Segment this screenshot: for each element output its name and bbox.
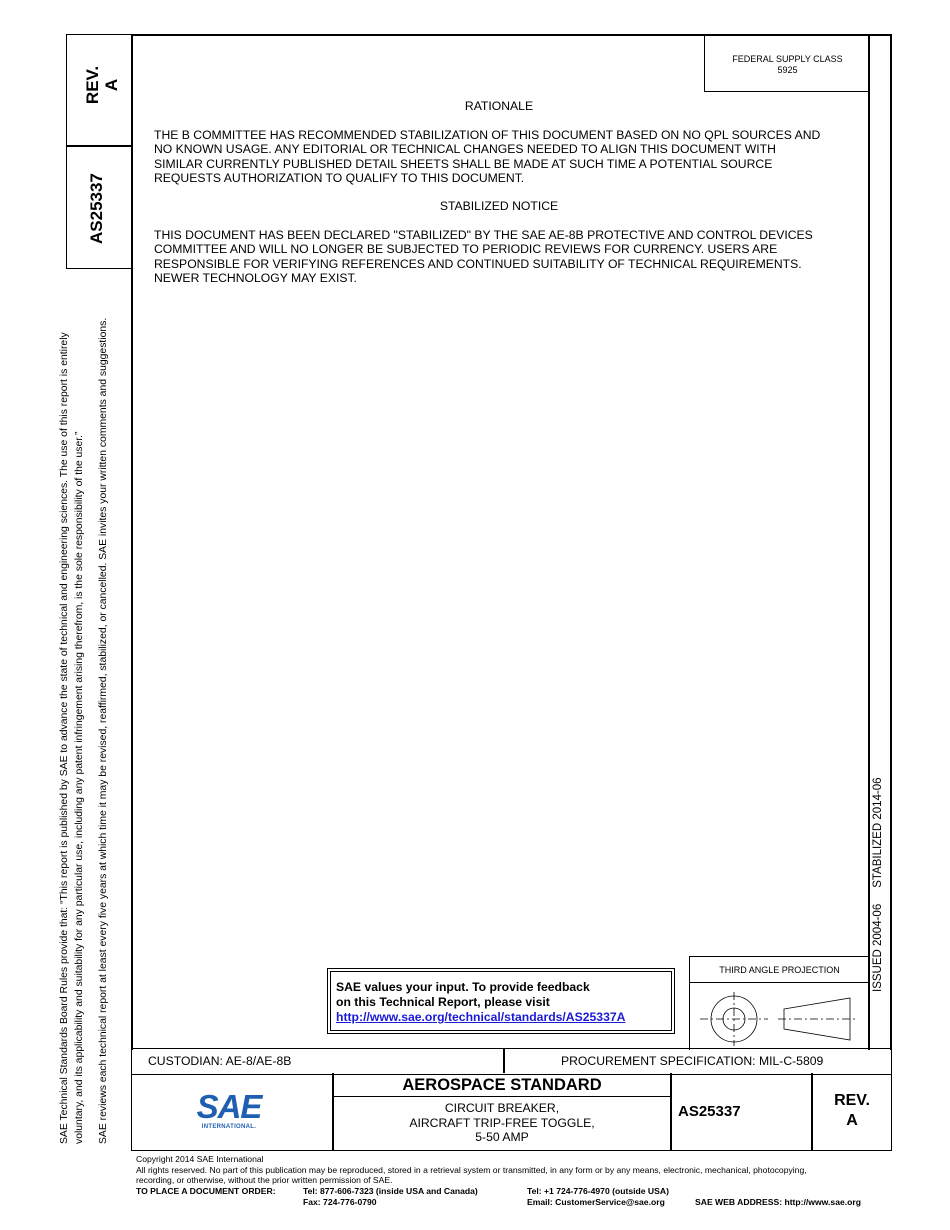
rev-label: REV.: [834, 1092, 870, 1109]
supply-class-box: [704, 34, 870, 92]
procurement-cell: PROCUREMENT SPECIFICATION: MIL-C-5809: [561, 1054, 824, 1068]
rev-tab-label: REV.: [83, 65, 102, 105]
rationale-line: REQUESTS AUTHORIZATION TO QUALIFY TO THIS DOCUMENT.: [154, 171, 525, 186]
rationale-line: THE B COMMITTEE HAS RECOMMENDED STABILIZATION OF THIS DOCUMENT BASED ON NO QPL SOURCES AND: [154, 128, 821, 142]
copyright: Copyright 2014 SAE International: [136, 1154, 264, 1164]
footer: [136, 1154, 916, 1186]
right-margin-line-outer: [890, 34, 892, 1050]
sae-logo: [194, 1090, 264, 1134]
feedback-line-2: on this Technical Report, please visit: [336, 995, 550, 1009]
custodian-cell: CUSTODIAN: AE-8/AE-8B: [148, 1054, 292, 1068]
rev-tab-value: A: [102, 78, 121, 92]
order-phones-us: [303, 1186, 478, 1208]
stabilized-paragraph: [154, 228, 854, 286]
tel-us: Tel: 877-606-7323 (inside USA and Canada): [303, 1186, 478, 1196]
rationale-title: RATIONALE: [464, 99, 534, 113]
feedback-link[interactable]: http://www.sae.org/technical/standards/AS25337A: [336, 1010, 626, 1024]
sae-logo-text: SAE: [196, 1088, 262, 1125]
rationale-line: SIMILAR CURRENTLY PUBLISHED DETAIL SHEETS SHALL BE MADE AT SUCH TIME A POTENTIAL SOURCE: [154, 156, 773, 171]
rev-tab: [66, 34, 132, 147]
rationale-paragraph: [154, 128, 854, 186]
doc-number: AS25337: [678, 1103, 741, 1120]
sae-logo-subtext: INTERNATIONAL.: [201, 1124, 257, 1130]
rev-tab-text: [83, 55, 121, 115]
right-margin-line-inner: [868, 34, 870, 1050]
title-divider: [670, 1073, 672, 1151]
feedback-box-inner: [330, 971, 672, 1031]
title-block-row-1: [131, 1048, 892, 1075]
feedback-box: [327, 968, 675, 1034]
tel-intl: Tel: +1 724-776-4970 (outside USA): [527, 1186, 669, 1196]
rationale-line: NO KNOWN USAGE. ANY EDITORIAL OR TECHNICAL CHANGES NEEDED TO ALIGN THIS DOCUMENT WITH: [154, 142, 776, 157]
stabilized-line: THIS DOCUMENT HAS BEEN DECLARED "STABILIZED" BY THE SAE AE-8B PROTECTIVE AND CONTROL DEVICES: [154, 228, 813, 242]
order-label: TO PLACE A DOCUMENT ORDER:: [136, 1186, 276, 1196]
fax: Fax: 724-776-0790: [303, 1197, 377, 1207]
stabilized-line: COMMITTEE AND WILL NO LONGER BE SUBJECTED TO PERIODIC REVIEWS FOR CURRENCY. USERS ARE: [154, 242, 778, 257]
standard-type-divider: [334, 1096, 670, 1097]
rights-line-2: recording, or otherwise, without the prior written permission of SAE.: [136, 1175, 393, 1185]
email[interactable]: Email: CustomerService@sae.org: [527, 1197, 665, 1207]
stabilized-line: NEWER TECHNOLOGY MAY EXIST.: [154, 271, 357, 286]
document-title: [334, 1101, 670, 1145]
title-line-3: 5-50 AMP: [475, 1130, 529, 1144]
standard-type: AEROSPACE STANDARD: [402, 1076, 602, 1094]
projection-box: [689, 956, 870, 1050]
doc-number-tab-text: AS25337: [87, 173, 106, 244]
stabilized-line: RESPONSIBLE FOR VERIFYING REFERENCES AND CONTINUED SUITABILITY OF TECHNICAL REQUIREMENTS.: [154, 256, 802, 271]
rights-line-1: All rights reserved. No part of this publication may be reproduced, stored in a retrieval system or transmitted, in any form or by any means, electronic, mechanical, photocopying,: [136, 1164, 807, 1175]
notice-line-3: SAE reviews each technical report at least every five years at which time it may be revised, reaffirmed, stabilized, or cancelled. SAE invites your written comments and suggestions.: [98, 317, 109, 1144]
issue-dates: ISSUED 2004-06 STABILIZED 2014-06: [872, 777, 884, 992]
order-phones-intl: [527, 1186, 669, 1208]
title-block-row-2: [131, 1073, 892, 1151]
projection-symbol-icon: [698, 990, 866, 1048]
supply-class-label: FEDERAL SUPPLY CLASS: [732, 54, 843, 64]
doc-number-tab: [66, 145, 132, 269]
stabilized-title: STABILIZED NOTICE: [439, 199, 559, 213]
notice-line-2: voluntary, and its applicability and suitability for any particular use, including any patent infringement arising therefrom, is the sole responsibility of the user.”: [74, 431, 85, 1144]
title-line-2: AIRCRAFT TRIP-FREE TOGGLE,: [409, 1115, 595, 1130]
feedback-line-1: SAE values your input. To provide feedback: [336, 980, 590, 994]
rev-value: A: [846, 1112, 858, 1129]
supply-class-value: 5925: [777, 65, 798, 75]
main-frame-left: [131, 34, 133, 1050]
notice-line-1: SAE Technical Standards Board Rules provide that: “This report is published by SAE to advance the state of technical and engineering sciences. The use of this report is entirely: [59, 332, 70, 1144]
rev-cell: [813, 1091, 891, 1131]
row1-divider: [503, 1049, 505, 1073]
web-address[interactable]: SAE WEB ADDRESS: http://www.sae.org: [695, 1197, 861, 1207]
projection-label: THIRD ANGLE PROJECTION: [719, 965, 840, 975]
title-line-1: CIRCUIT BREAKER,: [444, 1101, 560, 1115]
projection-divider: [690, 982, 869, 983]
